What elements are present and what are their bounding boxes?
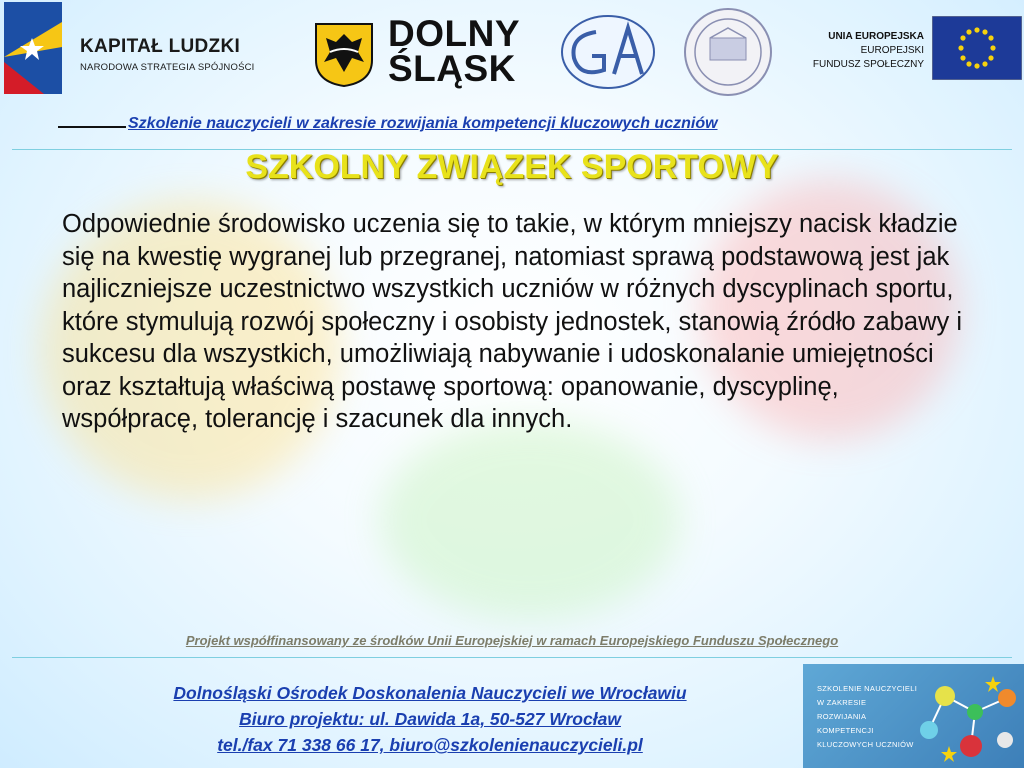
kapital-ludzki-title: KAPITAŁ LUDZKI: [80, 36, 241, 57]
page-title: SZKOLNY ZWIĄZEK SPORTOWY: [245, 148, 779, 186]
bottom-divider: [12, 657, 1012, 658]
ue-line3: FUNDUSZ SPOŁECZNY: [812, 59, 924, 70]
eu-flag-icon: [932, 16, 1022, 80]
cofinance-note: Projekt współfinansowany ze środków Unii Europejskiej w ramach Europejskiego Funduszu Społecznego: [185, 633, 839, 648]
badge-line: KLUCZOWYCH UCZNIÓW: [817, 740, 914, 749]
ue-line2: EUROPEJSKI: [860, 45, 924, 56]
badge-line: W ZAKRESIE: [817, 698, 867, 707]
address-contact[interactable]: tel./fax 71 338 66 17, biuro@szkolenienauczycieli.pl: [217, 735, 643, 755]
subtitle-text: Szkolenie nauczycieli w zakresie rozwijania kompetencji kluczowych uczniów: [128, 115, 718, 132]
dolny-word: DOLNY: [388, 13, 520, 54]
project-badge: [803, 664, 1024, 768]
ue-text-block: [800, 30, 924, 72]
slask-word: ŚLĄSK: [388, 48, 516, 89]
kapital-ludzki-subtitle: NARODOWA STRATEGIA SPÓJNOŚCI: [80, 62, 255, 73]
badge-line: ROZWIJANIA: [817, 712, 867, 721]
address-office: Biuro projektu: ul. Dawida 1a, 50-527 Wrocław: [239, 709, 621, 729]
monogram-logo: [556, 12, 660, 92]
dolny-slask-coat-of-arms: [312, 20, 376, 88]
address-institution: Dolnośląski Ośrodek Doskonalenia Nauczycieli we Wrocławiu: [173, 683, 687, 703]
kapital-ludzki-logo: [4, 2, 62, 94]
badge-line: SZKOLENIE NAUCZYCIELI: [817, 684, 918, 693]
dodn-seal-logo: [682, 6, 774, 98]
bg-blob: [380, 420, 680, 620]
project-subtitle: [58, 115, 968, 133]
logo-strip: [0, 0, 1024, 100]
ue-line1: UNIA EUROPEJSKA: [828, 31, 924, 42]
badge-line: KOMPETENCJI: [817, 726, 874, 735]
subtitle-leader-line: [58, 126, 126, 128]
body-paragraph: Odpowiednie środowisko uczenia się to takie, w którym mniejszy nacisk kładzie się na kwestię wygranej lub przegranej, natomiast sprawą podstawową jest jak najliczniejsze uczestnictwo wszystkich uczniów w różnych dyscyplinach sportu, które stymulują rozwój społeczny i osobisty jednostek, stanowią źródło zabawy i sukcesu dla wszystkich, umożliwiają nabywanie i udoskonalanie umiejętności oraz kształtują właściwą postawę sportową: opanowanie, dyscyplinę, współpracę, tolerancję i szacunek dla innych.: [62, 210, 962, 433]
dolny-slask-wordmark: [388, 13, 520, 89]
molecule-stars-icon: [915, 668, 1023, 766]
badge-text: [817, 682, 917, 752]
